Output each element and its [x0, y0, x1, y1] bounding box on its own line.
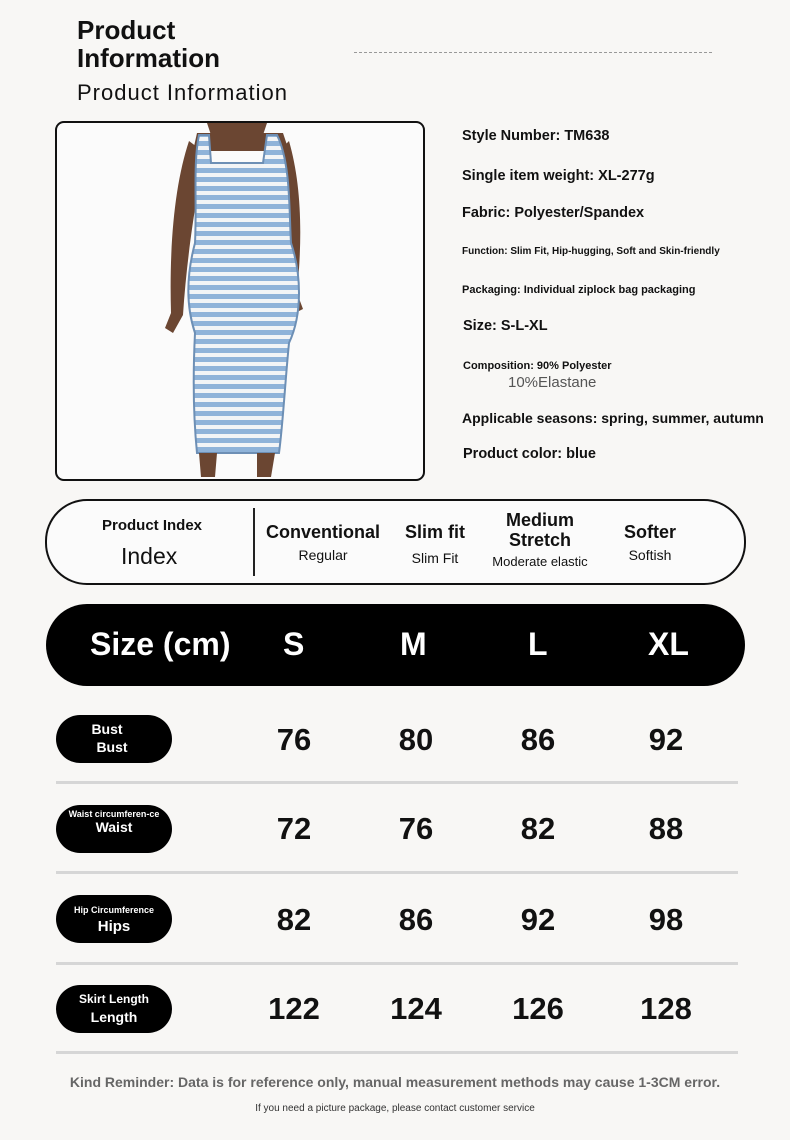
index-item-title: Slim fit	[404, 522, 465, 542]
page-subtitle: Product Information	[77, 80, 288, 105]
spec-function: Function: Slim Fit, Hip-hugging, Soft and Skin-friendly	[462, 246, 720, 257]
row-label-top: Hip Circumference	[73, 905, 155, 915]
row-label-length	[56, 985, 172, 1033]
index-item-title: Softer	[623, 522, 676, 542]
table-cell: 128	[640, 991, 692, 1026]
size-header-l: L	[528, 626, 548, 662]
kind-reminder: Kind Reminder: Data is for reference only, manual measurement methods may cause 1-3CM error.	[69, 1074, 721, 1090]
spec-packaging: Packaging: Individual ziplock bag packaging	[462, 284, 696, 296]
index-item-conventional	[265, 522, 381, 563]
spec-seasons: Applicable seasons: spring, summer, autumn	[462, 410, 764, 426]
size-header-label: Size (cm)	[90, 626, 231, 662]
spec-composition-overlap: 10%Elastane	[508, 374, 597, 391]
index-item-sub: Regular	[298, 547, 348, 563]
table-cell: 88	[648, 811, 684, 846]
size-table-header	[46, 604, 745, 686]
index-item-slim-fit	[395, 522, 475, 566]
spec-size: Size: S-L-XL	[463, 318, 548, 334]
product-index-label-sub: Index	[121, 543, 178, 569]
spec-fabric: Fabric: Polyester/Spandex	[462, 205, 645, 221]
row-divider	[56, 871, 738, 874]
spec-composition: Composition: 90% Polyester	[463, 360, 612, 372]
table-cell: 80	[398, 722, 434, 757]
row-label-bottom: Bust	[96, 739, 128, 755]
row-divider	[56, 962, 738, 965]
index-item-title: Medium Stretch	[505, 510, 574, 550]
index-item-softer	[613, 522, 687, 563]
product-index-panel	[45, 499, 746, 585]
table-cell: 72	[276, 811, 312, 846]
table-cell: 76	[398, 811, 434, 846]
row-divider	[56, 1051, 738, 1054]
spec-color: Product color: blue	[463, 446, 596, 462]
page-title: Product Information	[77, 15, 220, 73]
table-cell: 124	[390, 991, 442, 1026]
spec-style-number: Style Number: TM638	[462, 128, 610, 144]
row-divider	[56, 781, 738, 784]
index-item-sub: Softish	[628, 547, 672, 563]
index-item-medium-stretch	[487, 510, 593, 569]
header-divider	[354, 52, 712, 53]
index-item-sub: Moderate elastic	[492, 554, 588, 569]
size-header-m: M	[400, 626, 427, 662]
model-in-striped-dress-icon	[57, 123, 423, 479]
row-label-bust	[56, 715, 172, 763]
table-cell: 82	[276, 902, 312, 937]
index-item-title: Conventional	[265, 522, 380, 542]
table-cell: 86	[398, 902, 434, 937]
product-index-label: Product Index	[102, 517, 203, 534]
contact-note: If you need a picture package, please contact customer service	[255, 1103, 535, 1114]
size-header-s: S	[283, 626, 305, 662]
row-label-top: Bust	[91, 721, 123, 737]
product-image	[55, 121, 425, 481]
row-label-waist	[56, 805, 172, 853]
table-cell: 76	[276, 722, 312, 757]
index-item-sub: Slim Fit	[411, 550, 459, 566]
row-label-hips	[56, 895, 172, 943]
table-cell: 98	[648, 902, 684, 937]
size-header-xl: XL	[648, 626, 689, 662]
table-cell: 92	[648, 722, 684, 757]
row-label-bottom: Hips	[97, 918, 131, 935]
row-label-bottom: Waist	[95, 819, 133, 835]
row-label-bottom: Length	[90, 1009, 138, 1025]
table-cell: 122	[268, 991, 320, 1026]
table-cell: 82	[520, 811, 556, 846]
row-label-top: Waist circumferen-ce	[68, 809, 160, 819]
table-cell: 86	[520, 722, 556, 757]
table-cell: 92	[520, 902, 556, 937]
index-divider	[253, 508, 255, 576]
row-label-top: Skirt Length	[78, 992, 149, 1006]
spec-weight: Single item weight: XL-277g	[462, 168, 655, 184]
table-cell: 126	[512, 991, 564, 1026]
